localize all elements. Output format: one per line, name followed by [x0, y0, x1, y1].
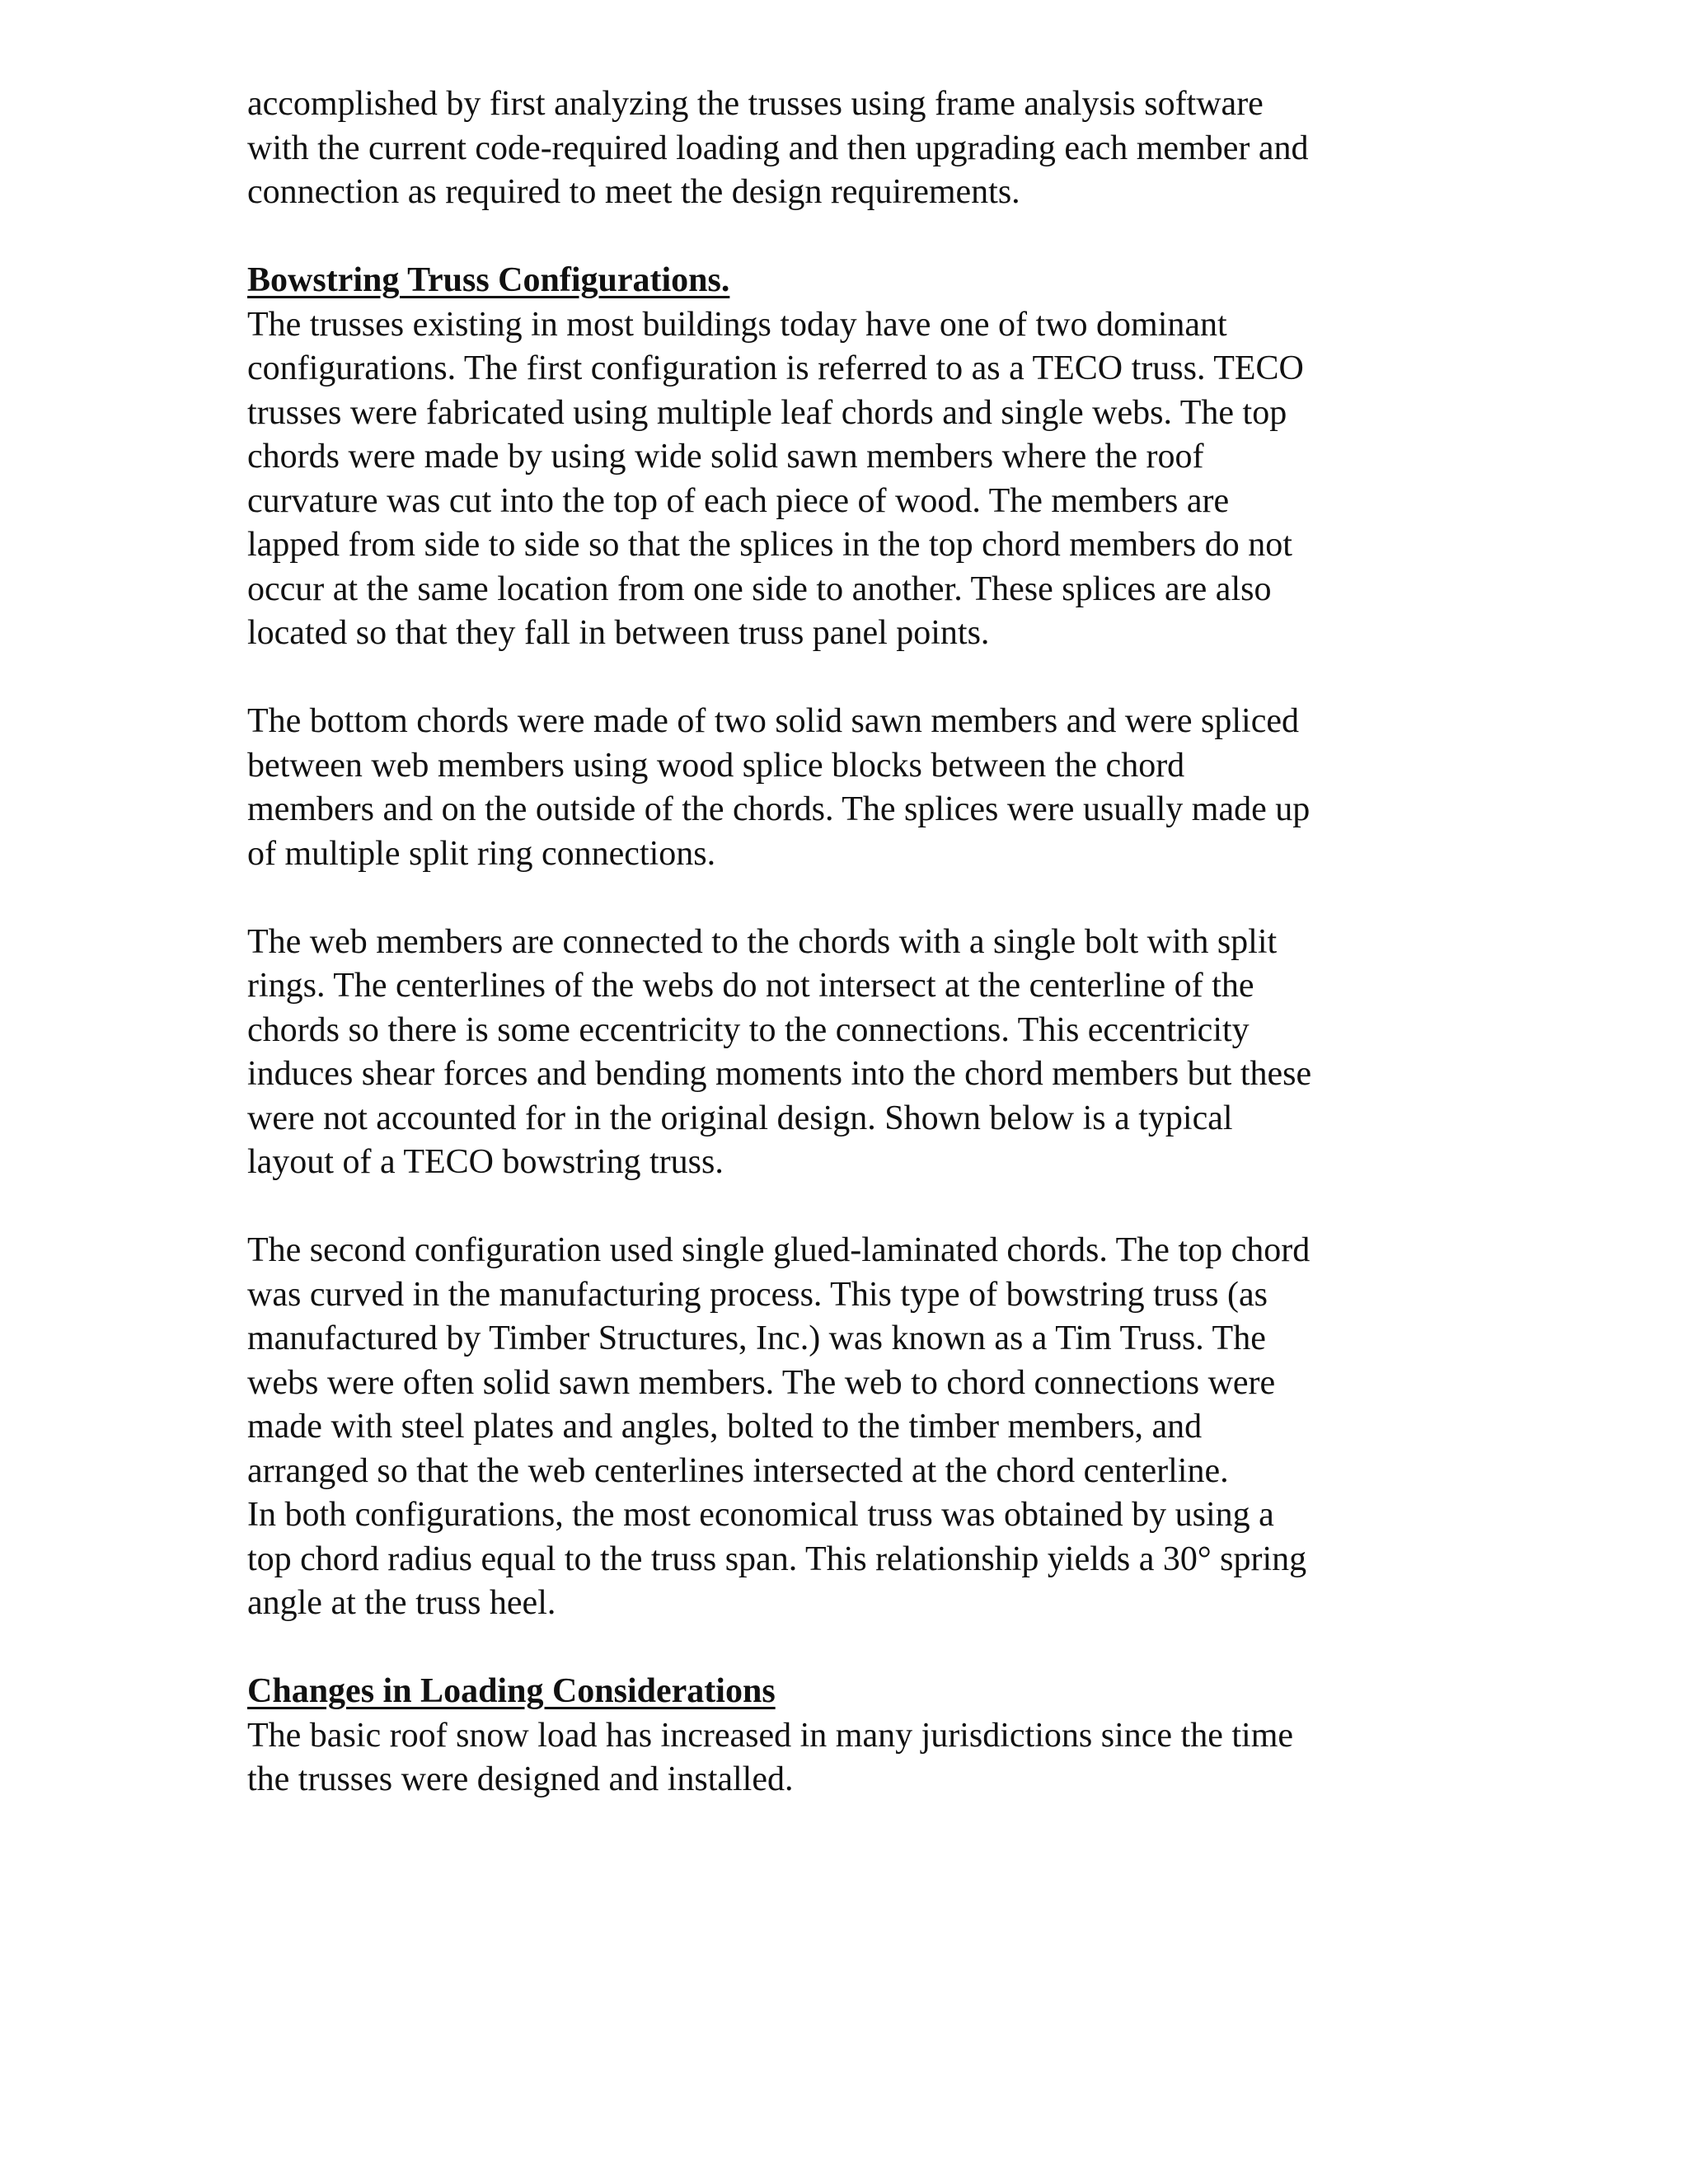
- text-line: made with steel plates and angles, bolted to the timber members, and: [247, 1408, 1203, 1446]
- text-line: trusses were fabricated using multiple leaf chords and single webs. The top: [247, 393, 1287, 432]
- heading-text: Bowstring Truss Configurations.: [247, 261, 730, 299]
- text-line: In both configurations, the most economical truss was obtained by using a: [247, 1496, 1274, 1534]
- text-line: The trusses existing in most buildings today have one of two dominant: [247, 305, 1227, 344]
- second-configuration-paragraph: [247, 1229, 1451, 1626]
- text-line: arranged so that the web centerlines intersected at the chord centerline.: [247, 1451, 1229, 1490]
- text-line: lapped from side to side so that the splices in the top chord members do not: [247, 526, 1292, 564]
- text-line: curvature was cut into the top of each piece of wood. The members are: [247, 481, 1230, 520]
- text-line: webs were often solid sawn members. The web to chord connections were: [247, 1363, 1276, 1402]
- text-line: chords were made by using wide solid sawn members where the roof: [247, 438, 1204, 476]
- text-line: between web members using wood splice blocks between the chord: [247, 746, 1185, 785]
- text-line: located so that they fall in between truss panel points.: [247, 614, 990, 652]
- web-members-paragraph: [247, 921, 1451, 1185]
- text-line: The basic roof snow load has increased in many jurisdictions since the time: [247, 1716, 1294, 1755]
- text-line: The bottom chords were made of two solid sawn members and were spliced: [247, 702, 1299, 740]
- text-line: of multiple split ring connections.: [247, 834, 716, 873]
- text-line: layout of a TECO bowstring truss.: [247, 1143, 724, 1181]
- document-body: [247, 82, 1451, 1802]
- text-line: connection as required to meet the design requirements.: [247, 173, 1020, 211]
- text-line: accomplished by first analyzing the trusses using frame analysis software: [247, 85, 1264, 123]
- text-line: the trusses were designed and installed.: [247, 1760, 794, 1798]
- text-line: was curved in the manufacturing process. This type of bowstring truss (as: [247, 1275, 1268, 1314]
- text-line: configurations. The first configuration is referred to as a TECO truss. TECO: [247, 349, 1304, 387]
- paragraph-spacer: [247, 215, 1451, 260]
- paragraph-spacer: [247, 1185, 1451, 1230]
- text-line: The web members are connected to the chords with a single bolt with split: [247, 922, 1278, 961]
- snow-load-paragraph: [247, 1714, 1451, 1802]
- text-line: angle at the truss heel.: [247, 1584, 556, 1622]
- text-line: with the current code-required loading and then upgrading each member and: [247, 129, 1309, 167]
- text-line: members and on the outside of the chords. The splices were usually made up: [247, 790, 1311, 828]
- text-line: occur at the same location from one side to another. These splices are also: [247, 569, 1272, 608]
- text-line: manufactured by Timber Structures, Inc.) was known as a Tim Truss. The: [247, 1319, 1266, 1357]
- paragraph-spacer: [247, 876, 1451, 921]
- text-line: top chord radius equal to the truss span. This relationship yields a 30° spring: [247, 1540, 1307, 1578]
- paragraph-spacer: [247, 1626, 1451, 1671]
- paragraph-spacer: [247, 656, 1451, 701]
- section-heading-bowstring-truss-configurations: [247, 259, 1451, 303]
- teco-truss-paragraph: [247, 303, 1451, 656]
- text-line: induces shear forces and bending moments into the chord members but these: [247, 1055, 1312, 1093]
- text-line: chords so there is some eccentricity to the connections. This eccentricity: [247, 1010, 1250, 1049]
- intro-paragraph: [247, 82, 1451, 215]
- heading-text: Changes in Loading Considerations: [247, 1672, 776, 1710]
- section-heading-changes-in-loading: [247, 1670, 1451, 1714]
- text-line: rings. The centerlines of the webs do not intersect at the centerline of the: [247, 967, 1254, 1005]
- text-line: The second configuration used single glued-laminated chords. The top chord: [247, 1231, 1311, 1269]
- text-line: were not accounted for in the original design. Shown below is a typical: [247, 1099, 1233, 1137]
- bottom-chords-paragraph: [247, 700, 1451, 876]
